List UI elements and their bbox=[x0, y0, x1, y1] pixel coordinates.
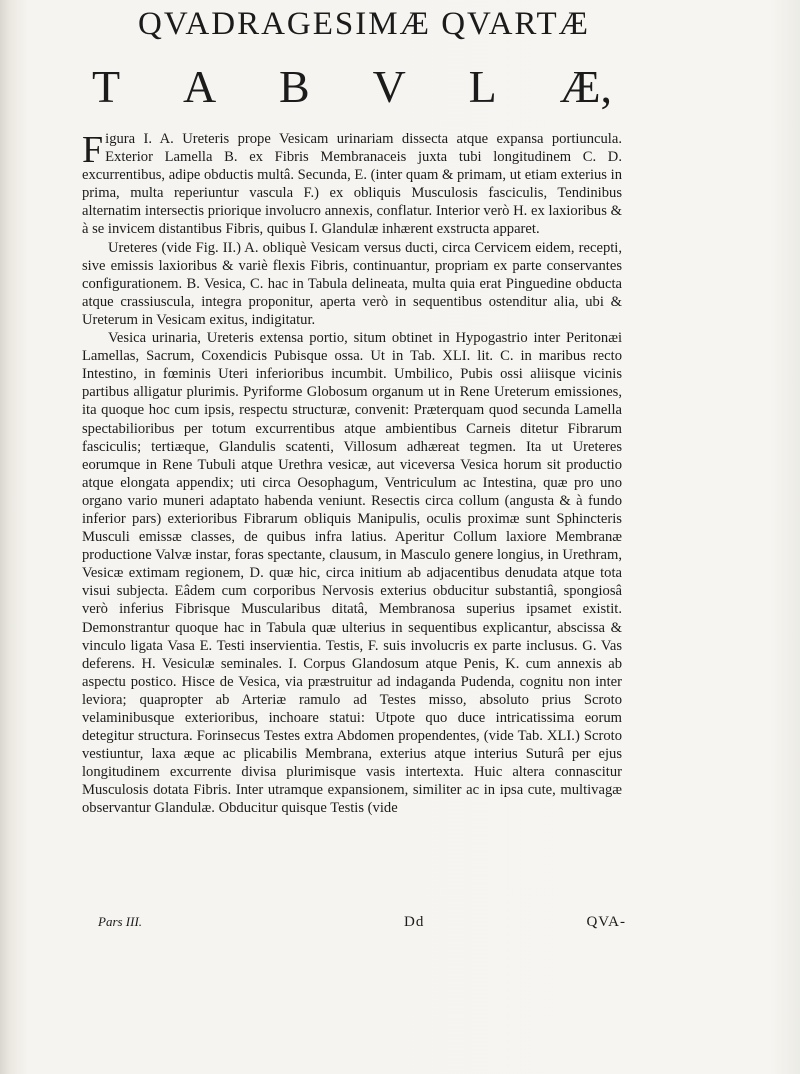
catchword: QVA- bbox=[586, 914, 626, 930]
paragraph-vesica-urinaria: Vesica urinaria, Ureteris extensa portio, situm obtinet in Hypogastrio inter Peritonæi Lamellas, Sacrum, Coxendicis Pubisque ossa. Ut in Tab. XLI. lit. C. in maribus recto Intestino, in fœminis Uteri inferioribus incumbit. Umbilico, Pubis ossi aliisque vicinis partibus alligatur plurimis. Pyriforme Globosum organum ut in Rene Ureterum emissiones, ita quoque hoc cum ipsis, respectu structuræ, convenit: Præterquam quod secunda Lamella spectabilioribus per totum excurrentibus atque ambientibus Carneis ditetur Fibrarum fasciculis; tertiæque, Glandulis scatenti, Villosum adhæreat tegmen. Ita ut Ureteres eorumque in Rene Tubuli atque Urethra vesicæ, aut viceversa Vesica horum sit productio atque elongata appendix; uti circa Oesophagum, Ventriculum ac Intestina, quæ pro uno organo vario muneri adaptato habenda veniunt. Resectis circa collum (angusta & à fundo inferior pars) exterioribus Fibrarum obliquis Manipulis, oculis proximæ sunt Sphincteris Musculi emissæ classes, de quibus infra latius. Aperitur Collum laxiore Membranæ productione Valvæ instar, foras spectante, clausum, in Masculo genere longius, in Urethram, Vesicæ extimam regionem, D. quæ hic, circa initium ab adjacentibus denudata atque tota visui subjecta. Eâdem cum corporibus Nervosis exterius obducitur substantiâ, spongiosâ verò inferius Fibrisque Muscularibus ditatâ, Membranosa superius ipsamet existit. Demonstrantur quoque hac in Tabula quæ ulterius in sequentibus explicantur, abscissa & vinculo ligata Vasa E. Testi inservientia. Testis, F. suis involucris ex parte inclusus. G. Vas deferens. H. Vesiculæ seminales. I. Corpus Glandosum atque Penis, K. cum annexis ab aspectu postico. Hisce de Vesica, via præstruitur ad indaganda Pudenda, cognitu non inter leviora; quapropter ab Arteriæ ramulo ad Testes misso, absoluto prius Scroto velaminibusque exterioribus, inchoare statui: Utpote quo duce intricatissima eorum detegitur structura. Forinsecus Testes extra Abdomen propendentes, (vide Tab. XLI.) Scroto vestiuntur, laxa æque ac plicabilis Membrana, exterius atque interius Suturâ per ejus longitudinem excurrente divisa plurimisque vasis intertexta. Huic altera connascitur Musculosis dotata Fibris. Inter utramque expansionem, similiter ac in ipsa cute, multivagæ observantur Glandulæ. Obducitur quisque Testis (vide bbox=[82, 330, 622, 817]
title-letter: L bbox=[468, 61, 497, 112]
title-letter: B bbox=[279, 61, 310, 112]
signature-mark: Dd bbox=[404, 914, 425, 930]
drop-cap: F bbox=[82, 129, 104, 171]
page-footer bbox=[98, 914, 626, 938]
paragraph-figura-1 bbox=[82, 130, 622, 239]
title-letter: V bbox=[372, 61, 406, 112]
body-text bbox=[82, 130, 622, 818]
title-letter: Æ, bbox=[559, 61, 612, 112]
paragraph-ureteres: Ureteres (vide Fig. II.) A. obliquè Vesicam versus ducti, circa Cervicem eidem, recepti, sive emissis laxioribus & variè flexis Fibris, continuantur, propriam ex parte conservantes configurationem. B. Vesica, C. hac in Tabula delineata, multa quia erat Pinguedine obducta atque crassiuscula, integra proponitur, aperta verò in sequentibus ostenditur alia, ubi & Ureterum in Vesicam exitus, indigitatur. bbox=[82, 239, 622, 328]
page-title-line-2 bbox=[92, 60, 612, 113]
title-letter: A bbox=[182, 61, 217, 112]
paragraph-text: igura I. A. Ureteris prope Vesicam urinariam dissecta atque expansa portiuncula. Exterior Lamella B. ex Fibris Membranaceis juxta tubi longitudinem C. D. excurrentibus, adipe obductis multâ. Secunda, E. (inter quam & primam, ut etiam exterius in prima, multa reperiuntur vascula F.) ex obliquis Musculosis fasciculis, Tendinibus alternatim intersectis priorique involucro annexis, conflatur. Interior verò H. ex laxioribus & à se invicem distantibus Fibris, quibus I. Glandulæ inhærent exstructa apparet. bbox=[82, 131, 622, 238]
page-title-line-1: QVADRAGESIMÆ QVARTÆ bbox=[138, 6, 590, 42]
title-letter: T bbox=[92, 61, 121, 112]
part-label: Pars III. bbox=[98, 914, 143, 929]
